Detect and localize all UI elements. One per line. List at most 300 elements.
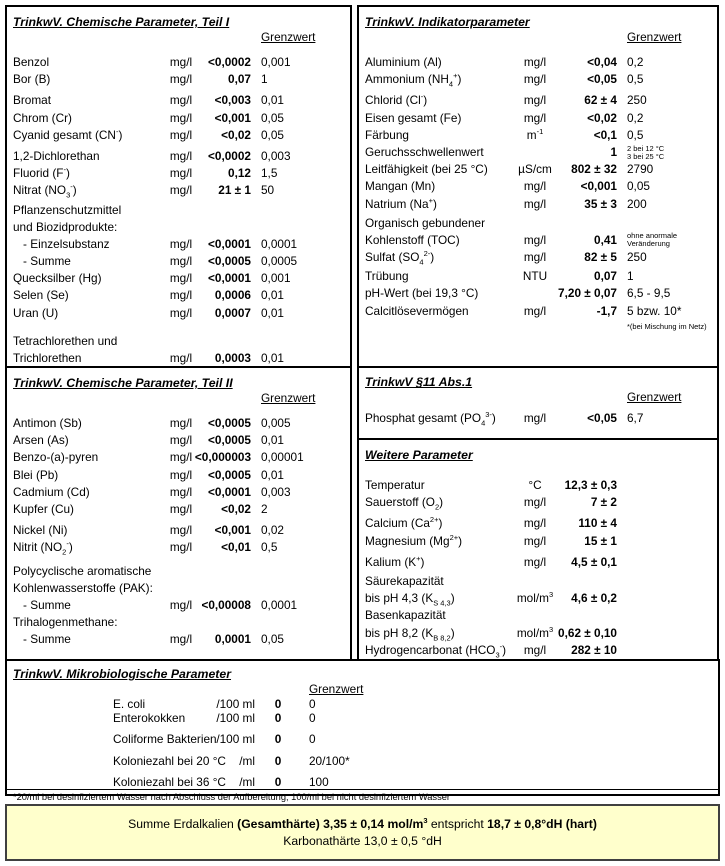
param-limit: 0,02: [261, 523, 284, 538]
table-row: [7, 484, 350, 501]
param-unit: mg/l: [523, 554, 547, 569]
param-unit: mg/l: [523, 93, 547, 108]
param-label: Sauerstoff $(O_2)$: [365, 495, 444, 512]
hardness-total-value: (Gesamthärte) 3,35 ± 0,14 mol/$m^3$: [237, 815, 428, 831]
param-value: 0,62 ± 0,10: [558, 625, 617, 640]
grenzwert-header: Grenzwert: [309, 682, 364, 696]
param-label: Koloniezahl bei 36 °C: [113, 774, 226, 789]
param-label: Polycyclische aromatische: [13, 563, 152, 578]
param-limit: 0: [309, 697, 316, 711]
param-value: <0,05: [587, 411, 617, 425]
table-row: [7, 539, 350, 556]
param-limit: 0,5: [261, 540, 278, 555]
param-value: <0,02: [221, 501, 251, 516]
param-unit: mg/l: [523, 533, 547, 548]
param-label: Aluminium (Al): [365, 55, 442, 69]
param-value: 0: [274, 732, 282, 747]
param-unit: mg/l: [523, 495, 547, 510]
table-row: [359, 161, 717, 178]
table-row: [7, 253, 350, 270]
param-limit: 0,001: [261, 271, 291, 286]
table-row: [359, 232, 717, 249]
param-limit: 0,05: [627, 179, 650, 194]
param-label: Organisch gebundener: [365, 215, 486, 230]
table-row: [359, 215, 717, 232]
param-label: Leitfähigkeit (bei 25 °C): [365, 162, 488, 177]
param-label: Cyanid gesamt (CN-): [13, 126, 123, 142]
param-label: Enterokokken: [113, 711, 186, 726]
param-label: Kohlenstoff (TOC): [365, 232, 460, 247]
param-value: 4,6 ± 0,2: [571, 591, 617, 606]
param-label: - Summe: [23, 632, 71, 647]
param-unit: mg/l: [169, 148, 193, 163]
param-unit: $m^{-1}$: [526, 126, 544, 142]
table-row: [359, 533, 717, 550]
table-row: [359, 285, 717, 302]
table-row: [7, 467, 350, 484]
param-limit: 0,003: [261, 148, 291, 163]
param-value: <0,001: [214, 110, 251, 125]
param-limit: 0: [309, 732, 316, 747]
param-unit: mol/$m^3$: [516, 590, 554, 606]
param-unit: mg/l: [169, 501, 193, 516]
table-row: [359, 144, 717, 161]
param-limit: 1: [261, 72, 268, 87]
param-unit: mg/l: [169, 110, 193, 125]
param-limit: 0,0001: [261, 597, 298, 612]
param-value: 62 ± 4: [584, 93, 617, 108]
parameter-rows: [7, 697, 718, 789]
param-unit: mg/l: [169, 288, 193, 303]
param-limit: 0,01: [261, 305, 284, 320]
param-limit: 6,5 - 9,5: [627, 286, 671, 301]
parameter-rows: [359, 477, 717, 659]
param-unit: mg/l: [523, 110, 547, 125]
param-value: 0,07: [228, 72, 251, 87]
param-label: Natrium (Na+): [365, 195, 437, 211]
param-unit: /100 ml: [216, 732, 255, 747]
table-row: [359, 127, 717, 144]
param-unit: mg/l: [169, 55, 193, 69]
table-row: [359, 573, 717, 590]
table-row: [359, 54, 717, 71]
param-unit: mg/l: [169, 254, 193, 269]
section-title: Weitere Parameter: [365, 448, 473, 462]
param-label: Sulfat $(SO_4^{2-})$: [365, 249, 435, 267]
section-mikrobiologische: [5, 659, 720, 802]
param-unit: mg/l: [523, 196, 547, 211]
table-row: [359, 642, 717, 659]
table-row: [7, 580, 350, 597]
param-limit: 0,05: [261, 127, 284, 142]
param-unit: mg/l: [169, 450, 193, 465]
param-label: Calcitlösevermögen: [365, 303, 469, 318]
param-label: Temperatur: [365, 478, 425, 492]
table-row: [7, 631, 350, 648]
table-row: [359, 110, 717, 127]
param-unit: mg/l: [169, 351, 193, 365]
param-value: <0,0005: [208, 416, 251, 430]
param-limit: 0,001: [261, 55, 291, 69]
parameter-rows: [7, 415, 350, 648]
param-unit: /100 ml: [216, 711, 255, 726]
param-unit: mg/l: [169, 523, 193, 538]
table-row: [7, 270, 350, 287]
param-value: 0: [274, 697, 282, 711]
param-value: <0,05: [587, 72, 617, 87]
param-value: <0,003: [214, 93, 251, 108]
param-label: Chlorid (Cl-): [365, 92, 428, 108]
section-title: TrinkwV. Chemische Parameter, Teil II: [13, 376, 233, 390]
param-label: Kohlenwasserstoffe (PAK):: [13, 580, 153, 595]
param-value: 15 ± 1: [584, 533, 617, 548]
table-row: [359, 196, 717, 213]
grenzwert-header: Grenzwert: [261, 30, 316, 44]
limit-footnote: *(bei Mischung im Netz): [627, 321, 707, 331]
section-title: TrinkwV. Mikrobiologische Parameter: [13, 667, 232, 681]
param-label: Kupfer (Cu): [13, 501, 74, 516]
param-unit: mg/l: [169, 540, 193, 555]
table-row: [7, 333, 350, 350]
param-limit: 0,003: [261, 484, 291, 499]
param-label: Pflanzenschutzmittel: [13, 202, 122, 217]
param-unit: [515, 285, 555, 302]
param-value: 0: [274, 753, 282, 768]
param-limit: 0,0001: [261, 236, 298, 251]
param-label: Basenkapazität: [365, 608, 446, 623]
table-row: [359, 515, 717, 532]
table-row: [7, 71, 350, 88]
param-label: Coliforme Bakterien: [113, 732, 217, 747]
param-label: - Summe: [23, 597, 71, 612]
table-row: [359, 625, 717, 642]
table-row: [7, 415, 350, 432]
section-title: TrinkwV §11 Abs.1: [365, 375, 473, 389]
param-label: und Biozidprodukte:: [13, 219, 118, 234]
param-value: 0: [274, 774, 282, 789]
table-row: [359, 590, 717, 607]
param-unit: mg/l: [169, 183, 193, 198]
hardness-summary-box: [5, 804, 720, 861]
param-limit: 50: [261, 183, 275, 198]
table-row: [7, 697, 718, 711]
param-limit: 250: [627, 93, 647, 108]
param-label: bis pH 8,2 $(K_{B 8,2})$: [365, 625, 455, 642]
param-unit: mg/l: [169, 467, 193, 482]
table-row: [7, 54, 350, 71]
table-row: [7, 563, 350, 580]
table-row: [7, 614, 350, 631]
param-value: <0,000003: [194, 450, 251, 465]
right-column-box: [357, 5, 719, 661]
hardness-text: entspricht: [427, 816, 488, 831]
param-unit: mg/l: [169, 166, 193, 181]
table-row: [359, 92, 717, 109]
param-label: E. coli: [113, 697, 146, 711]
param-value: <0,001: [580, 179, 617, 194]
param-value: 0: [274, 711, 282, 726]
param-value: <0,0001: [208, 271, 251, 286]
param-limit: 0,2: [627, 110, 644, 125]
param-limit: 0,5: [627, 72, 644, 87]
param-label: Benzo-(a)-pyren: [13, 450, 99, 465]
param-unit: /ml: [239, 753, 255, 768]
param-value: 12,3 ± 0,3: [564, 478, 617, 492]
param-label: - Einzelsubstanz: [23, 236, 110, 251]
param-label: Geruchsschwellenwert: [365, 144, 484, 159]
param-unit: µS/cm: [518, 162, 552, 177]
param-unit: mg/l: [169, 433, 193, 448]
param-label: Fluorid (F-): [13, 165, 70, 181]
param-value: 0,41: [594, 232, 617, 247]
param-value: <0,0002: [208, 148, 251, 163]
param-label: Bromat: [13, 93, 52, 108]
table-row: [7, 449, 350, 466]
table-row: [359, 494, 717, 511]
param-value: 7,20 ± 0,07: [558, 286, 617, 301]
table-row: [359, 71, 717, 88]
hardness-line2: Karbonathärte 13,0 ± 0,5 °dH: [283, 833, 442, 848]
param-unit: mg/l: [523, 55, 547, 69]
param-unit: NTU: [522, 269, 548, 284]
param-value: <0,0001: [208, 484, 251, 499]
table-row: [7, 597, 350, 614]
param-limit: 2: [261, 501, 268, 516]
param-label: Magnesium $(Mg^{2+})$: [365, 532, 463, 548]
table-row: [359, 410, 717, 427]
table-row: [7, 754, 718, 768]
table-row: [359, 268, 717, 285]
table-row: [7, 219, 350, 236]
param-unit: mg/l: [523, 179, 547, 194]
param-value: <0,0005: [208, 254, 251, 269]
param-value: <0,02: [587, 110, 617, 125]
table-row: [7, 182, 350, 199]
param-value: <0,00008: [201, 597, 251, 612]
param-label: Eisen gesamt (Fe): [365, 110, 462, 125]
param-unit: mg/l: [169, 416, 193, 430]
table-row: [359, 554, 717, 571]
section-par11: [359, 368, 717, 440]
param-unit: mg/l: [169, 72, 193, 87]
param-limit: 0,0005: [261, 254, 298, 269]
left-column-box: [5, 5, 352, 661]
section-title: TrinkwV. Chemische Parameter, Teil I: [13, 15, 230, 29]
table-row: [7, 287, 350, 304]
section-indikatorparameter: [359, 7, 717, 368]
hardness-text: Summe Erdalkalien: [128, 816, 238, 831]
param-limit: 6,7: [627, 411, 644, 425]
grenzwert-header: Grenzwert: [261, 391, 316, 405]
param-label: pH-Wert (bei 19,3 °C): [365, 286, 479, 301]
param-value: <0,1: [593, 127, 617, 142]
table-row: [7, 236, 350, 253]
section-title: TrinkwV. Indikatorparameter: [365, 15, 530, 29]
param-unit: mg/l: [523, 303, 547, 318]
param-value: 0,12: [228, 166, 251, 181]
param-limit: 250: [627, 250, 647, 265]
param-value: <0,001: [214, 523, 251, 538]
param-limit: 1,5: [261, 166, 278, 181]
table-row: [7, 775, 718, 789]
param-unit: mg/l: [523, 72, 547, 87]
param-unit: mg/l: [169, 484, 193, 499]
param-unit: mg/l: [523, 642, 547, 657]
table-row: [7, 110, 350, 127]
table-row: [359, 607, 717, 624]
param-label: Trichlorethen: [13, 351, 82, 365]
param-label: Trübung: [365, 269, 409, 284]
grenzwert-header: Grenzwert: [627, 30, 682, 44]
param-unit: mg/l: [523, 411, 547, 425]
param-value: 0,0003: [214, 351, 251, 365]
param-value: <0,04: [587, 55, 617, 69]
parameter-rows: [7, 54, 350, 367]
grenzwert-header: Grenzwert: [627, 390, 682, 404]
param-label: - Summe: [23, 254, 71, 269]
param-label: Säurekapazität: [365, 573, 444, 588]
table-row: [7, 350, 350, 367]
param-label: Nitrit $(NO_2^-)$: [13, 539, 73, 557]
param-limit: 0,01: [261, 93, 284, 108]
param-value: 0,0007: [214, 305, 251, 320]
table-row: [7, 501, 350, 518]
param-label: Hydrogencarbonat $(HCO_3^-)$: [365, 641, 507, 659]
param-limit: 2 bei 12 °C 3 bei 25 °C: [627, 143, 665, 161]
param-value: <0,0005: [208, 433, 251, 448]
param-unit: °C: [528, 478, 542, 492]
param-label: bis pH 4,3 $(K_{S 4,3})$: [365, 591, 455, 608]
param-limit: 0,005: [261, 416, 291, 430]
param-unit: mg/l: [169, 305, 193, 320]
table-row: [7, 305, 350, 322]
report-columns: [5, 5, 720, 661]
param-limit: 100: [309, 774, 329, 789]
param-limit: 0,05: [261, 110, 284, 125]
param-unit: mg/l: [169, 127, 193, 142]
param-value: 0,07: [594, 269, 617, 284]
param-limit: 0,01: [261, 288, 284, 303]
table-row: [7, 92, 350, 109]
param-label: Cadmium (Cd): [13, 484, 90, 499]
param-value: 802 ± 32: [571, 162, 617, 177]
section-chemische-teil2: [7, 368, 350, 659]
param-label: Benzol: [13, 55, 50, 69]
param-limit: 0,05: [261, 632, 284, 647]
param-unit: mg/l: [169, 93, 193, 108]
param-value: 7 ± 2: [590, 495, 617, 510]
param-limit: 5 bzw. 10*: [627, 303, 682, 318]
param-unit: [515, 144, 555, 161]
table-footnote: *20/ml bei desinfiziertem Wasser nach Abschluss der Aufbereitung; 100/ml bei nicht desinfiziertem Wasser: [7, 789, 718, 806]
section-chemische-teil1: [7, 7, 350, 368]
table-row: [7, 202, 350, 219]
param-unit: /100 ml: [216, 697, 255, 711]
param-limit: 20/100*: [309, 753, 350, 768]
param-value: <0,0001: [208, 236, 251, 251]
param-value: 4,5 ± 0,1: [571, 554, 617, 569]
param-value: 0,0001: [214, 632, 251, 647]
table-row: [359, 178, 717, 195]
param-limit: 0,5: [627, 127, 644, 142]
hardness-dh-value: 18,7 ± 0,8°dH (hart): [487, 816, 597, 831]
param-label: Tetrachlorethen und: [13, 333, 118, 348]
param-label: Quecksilber (Hg): [13, 271, 102, 286]
param-unit: mg/l: [523, 232, 547, 247]
param-value: 282 ± 10: [571, 642, 617, 657]
param-value: 35 ± 3: [584, 196, 617, 211]
table-row: [359, 303, 717, 320]
param-unit: mg/l: [523, 250, 547, 265]
parameter-rows: [359, 54, 717, 332]
param-unit: mol/$m^3$: [516, 624, 554, 640]
param-label: Arsen (As): [13, 433, 69, 448]
param-label: Koloniezahl bei 20 °C: [113, 753, 226, 768]
param-label: Nickel (Ni): [13, 523, 68, 538]
param-label: Chrom (Cr): [13, 110, 72, 125]
parameter-rows: [359, 410, 717, 427]
table-row: [7, 732, 718, 746]
section-weitere-parameter: [359, 440, 717, 659]
param-label: Antimon (Sb): [13, 416, 82, 430]
param-label: Färbung: [365, 127, 409, 142]
param-unit: mg/l: [169, 597, 193, 612]
param-label: Selen (Se): [13, 288, 69, 303]
param-label: Phosphat gesamt $(PO_4^{3-})$: [365, 410, 496, 428]
param-label: Nitrat $(NO_3^-)$: [13, 182, 77, 200]
param-limit: 2790: [627, 162, 654, 177]
param-label: Uran (U): [13, 305, 59, 320]
table-row: [7, 127, 350, 144]
table-row: [359, 477, 717, 494]
table-row: [7, 148, 350, 165]
param-label: Blei (Pb): [13, 467, 59, 482]
param-limit: 0,01: [261, 433, 284, 448]
param-label: Ammonium $(NH_4^+)$: [365, 71, 462, 89]
param-limit: 0,00001: [261, 450, 304, 465]
param-label: Calcium $(Ca^{2+})$: [365, 515, 443, 531]
param-unit: mg/l: [169, 271, 193, 286]
param-value: 21 ± 1: [218, 183, 251, 198]
param-value: <0,0002: [208, 55, 251, 69]
param-value: 0,0006: [214, 288, 251, 303]
param-limit: 0,2: [627, 55, 644, 69]
table-row: [7, 432, 350, 449]
table-row: [7, 711, 718, 725]
param-limit: 0: [309, 711, 316, 726]
param-value: -1,7: [596, 303, 617, 318]
param-unit: mg/l: [169, 236, 193, 251]
param-label: Bor (B): [13, 72, 51, 87]
param-label: Kalium (K+): [365, 553, 425, 569]
param-unit: /ml: [239, 774, 255, 789]
table-row: [359, 249, 717, 266]
param-value: <0,0005: [208, 467, 251, 482]
param-limit: 1: [627, 269, 634, 284]
param-value: 1: [610, 144, 617, 159]
param-limit: ohne anormale Veränderung: [627, 231, 678, 249]
table-row: [7, 522, 350, 539]
hardness-line1: [128, 816, 597, 833]
param-limit: 200: [627, 196, 647, 211]
param-value: <0,02: [221, 127, 251, 142]
param-label: 1,2-Dichlorethan: [13, 148, 100, 163]
table-row: [7, 165, 350, 182]
param-limit: 0,01: [261, 351, 284, 365]
param-value: 110 ± 4: [578, 516, 617, 531]
param-unit: mg/l: [523, 516, 547, 531]
param-limit: 0,01: [261, 467, 284, 482]
